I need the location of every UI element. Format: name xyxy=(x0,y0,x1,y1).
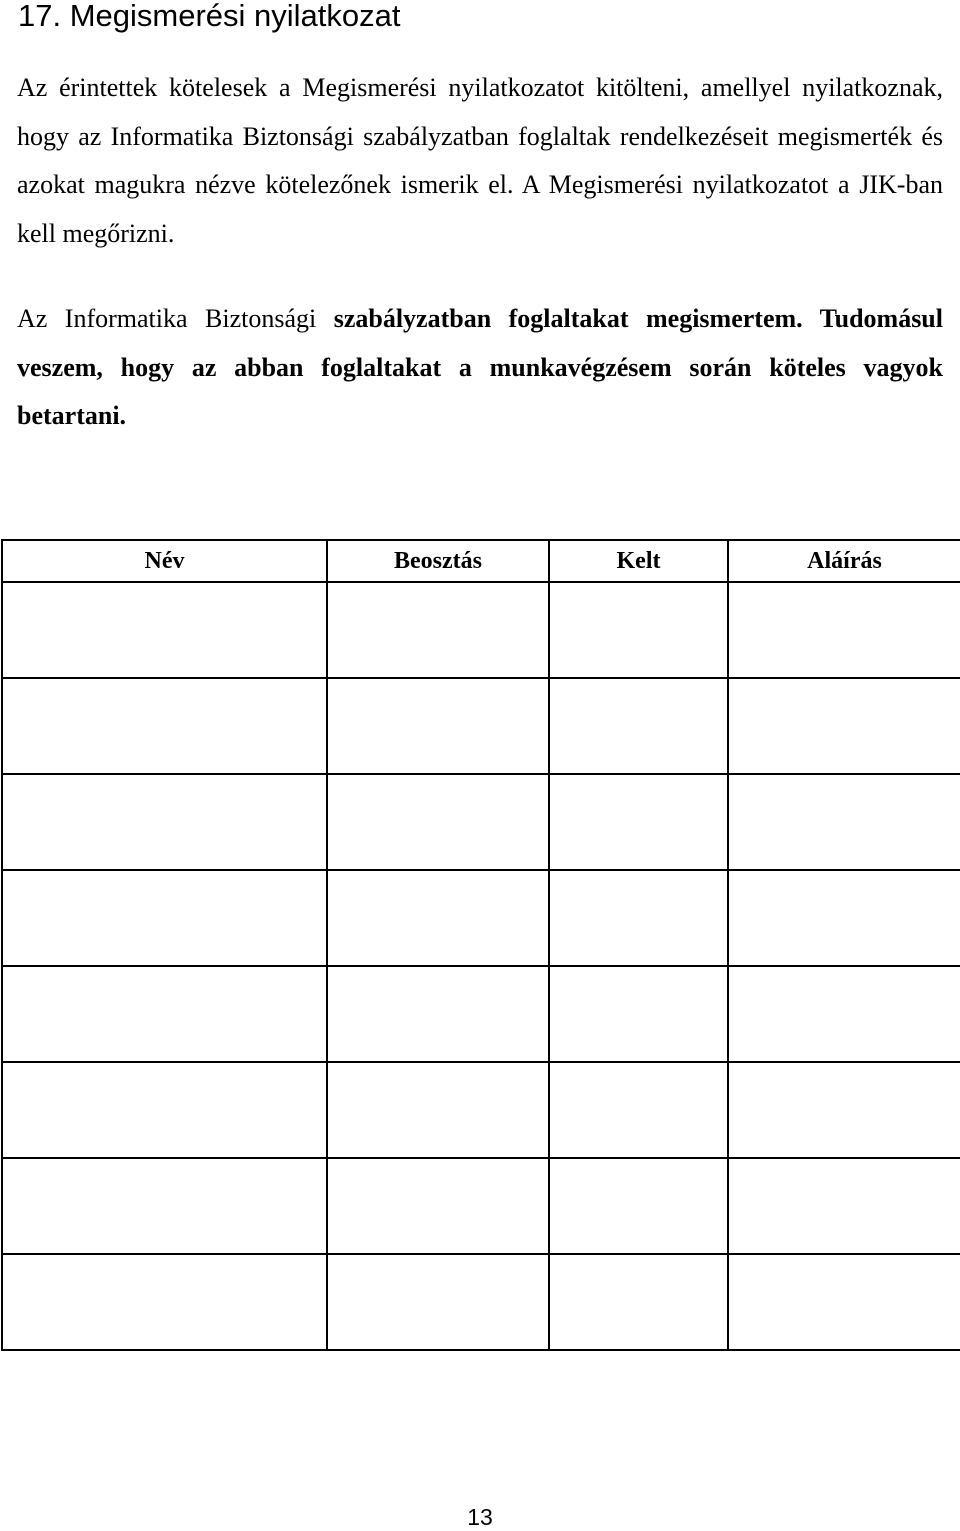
position-cell[interactable] xyxy=(327,678,549,774)
date-cell[interactable] xyxy=(549,1254,728,1350)
date-cell[interactable] xyxy=(549,678,728,774)
date-cell[interactable] xyxy=(549,774,728,870)
name-cell[interactable] xyxy=(2,1062,327,1158)
declaration-rest: szabályzatban foglaltakat megismertem. Tudomásul veszem, hogy az abban foglaltakat a munkavégzésem során köteles vagyok betartani. xyxy=(17,304,943,430)
position-cell[interactable] xyxy=(327,966,549,1062)
declaration-paragraph xyxy=(17,295,943,441)
signature-cell[interactable] xyxy=(728,870,960,966)
date-cell[interactable] xyxy=(549,870,728,966)
table-row xyxy=(2,678,960,774)
declaration-lead: Az Informatika Biztonsági xyxy=(17,304,317,333)
table-row xyxy=(2,1062,960,1158)
position-cell[interactable] xyxy=(327,774,549,870)
table-row xyxy=(2,1158,960,1254)
name-cell[interactable] xyxy=(2,1158,327,1254)
column-header-signature: Aláírás xyxy=(728,540,960,582)
page-number xyxy=(0,1504,960,1531)
date-cell[interactable] xyxy=(549,1158,728,1254)
name-cell[interactable] xyxy=(2,582,327,678)
position-cell[interactable] xyxy=(327,1158,549,1254)
signature-cell[interactable] xyxy=(728,966,960,1062)
table-row xyxy=(2,870,960,966)
column-header-position: Beosztás xyxy=(327,540,549,582)
table-row xyxy=(2,1254,960,1350)
name-cell[interactable] xyxy=(2,678,327,774)
signature-table-body xyxy=(2,582,960,1350)
table-row xyxy=(2,582,960,678)
section-heading: 17. Megismerési nyilatkozat xyxy=(18,0,401,33)
name-cell[interactable] xyxy=(2,774,327,870)
position-cell[interactable] xyxy=(327,582,549,678)
position-cell[interactable] xyxy=(327,870,549,966)
signature-cell[interactable] xyxy=(728,774,960,870)
signature-cell[interactable] xyxy=(728,1254,960,1350)
date-cell[interactable] xyxy=(549,582,728,678)
signature-cell[interactable] xyxy=(728,582,960,678)
intro-paragraph: Az érintettek kötelesek a Megismerési nyilatkozatot kitölteni, amellyel nyilatkoznak, hogy az Informatika Biztonsági szabályzatban foglaltak rendelkezéseit megismerték és azokat magukra nézve kötelezőnek ismerik el. A Megismerési nyilatkozatot a JIK-ban kell megőrizni. xyxy=(17,73,943,248)
date-cell[interactable] xyxy=(549,966,728,1062)
signature-table-header-row xyxy=(2,540,960,582)
column-header-name: Név xyxy=(2,540,327,582)
signature-table xyxy=(1,539,960,1351)
table-row xyxy=(2,966,960,1062)
page-number-text: 13 xyxy=(467,1504,493,1530)
table-row xyxy=(2,774,960,870)
signature-cell[interactable] xyxy=(728,1158,960,1254)
position-cell[interactable] xyxy=(327,1254,549,1350)
signature-cell[interactable] xyxy=(728,1062,960,1158)
column-header-date: Kelt xyxy=(549,540,728,582)
name-cell[interactable] xyxy=(2,966,327,1062)
position-cell[interactable] xyxy=(327,1062,549,1158)
name-cell[interactable] xyxy=(2,1254,327,1350)
name-cell[interactable] xyxy=(2,870,327,966)
date-cell[interactable] xyxy=(549,1062,728,1158)
signature-cell[interactable] xyxy=(728,678,960,774)
